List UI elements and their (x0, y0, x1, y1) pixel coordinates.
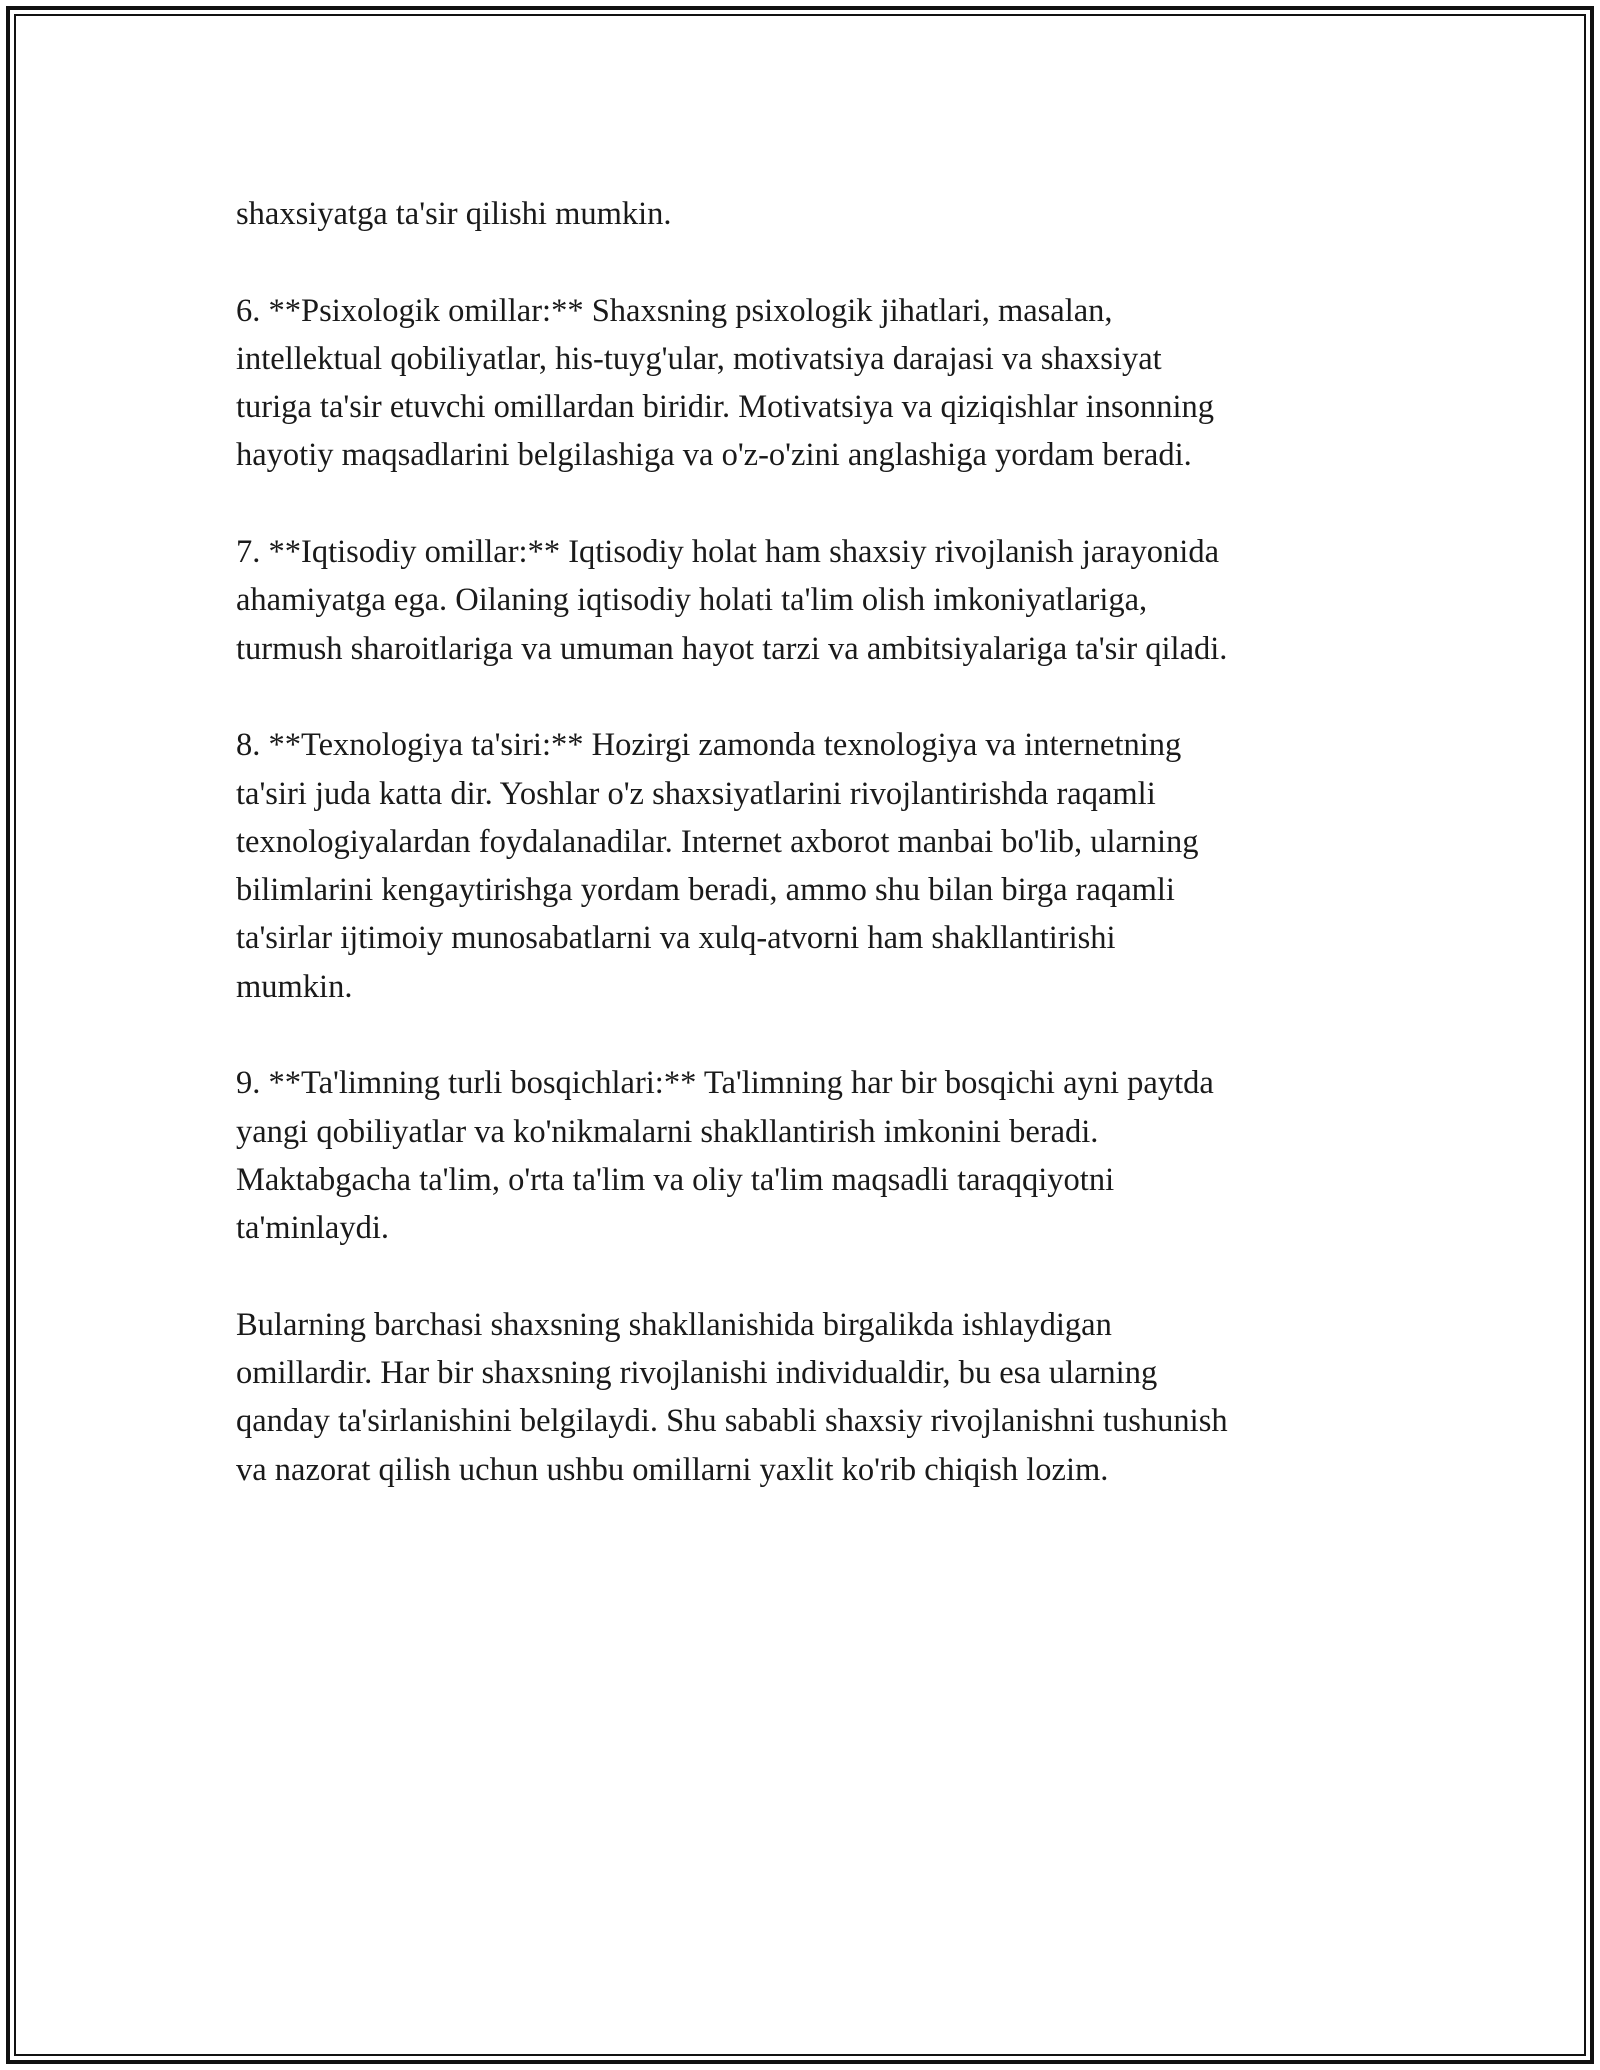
paragraph-technology-influence: 8. **Texnologiya ta'siri:** Hozirgi zamonda texnologiya va internetning ta'siri juda katta dir. Yoshlar o'z shaxsiyatlarini rivojlantirishda raqamli texnologiyalardan foydalanadilar. Internet axborot manbai bo'lib, ularning bilimlarini kengaytirishga yordam beradi, ammo shu bilan birga raqamli ta'sirlar ijtimoiy munosabatlarni va xulq-atvorni ham shakllantirishi mumkin. (236, 727, 1199, 1005)
paragraph-education-stages: 9. **Ta'limning turli bosqichlari:** Ta'limning har bir bosqichi ayni paytda yangi qobiliyatlar va ko'nikmalarni shakllantirish imkonini beradi. Maktabgacha ta'lim, o'rta ta'lim va oliy ta'lim maqsadli taraqqiyotni ta'minlaydi. (236, 1065, 1214, 1247)
document-body (236, 190, 1376, 1542)
paragraph-continuation: shaxsiyatga ta'sir qilishi mumkin. (236, 196, 672, 232)
paragraph-economic-factors: 7. **Iqtisodiy omillar:** Iqtisodiy holat ham shaxsiy rivojlanish jarayonida ahamiyatga ega. Oilaning iqtisodiy holati ta'lim olish imkoniyatlariga, turmush sharoitlariga va umuman hayot tarzi va ambitsiyalariga ta'sir qiladi. (236, 534, 1228, 667)
paragraph-psychological-factors: 6. **Psixologik omillar:** Shaxsning psixologik jihatlari, masalan, intellektual qobiliyatlar, his-tuyg'ular, motivatsiya darajasi va shaxsiyat turiga ta'sir etuvchi omillardan biridir. Motivatsiya va qiziqishlar insonning hayotiy maqsadlarini belgilashiga va o'z-o'zini anglashiga yordam beradi. (236, 292, 1214, 474)
paragraph-conclusion: Bularning barchasi shaxsning shakllanishida birgalikda ishlaydigan omillardir. Har bir shaxsning rivojlanishi individualdir, bu esa ularning qanday ta'sirlanishini belgilaydi. Shu sababli shaxsiy rivojlanishni tushunish va nazorat qilish uchun ushbu omillarni yaxlit ko'rib chiqish lozim. (236, 1306, 1228, 1488)
